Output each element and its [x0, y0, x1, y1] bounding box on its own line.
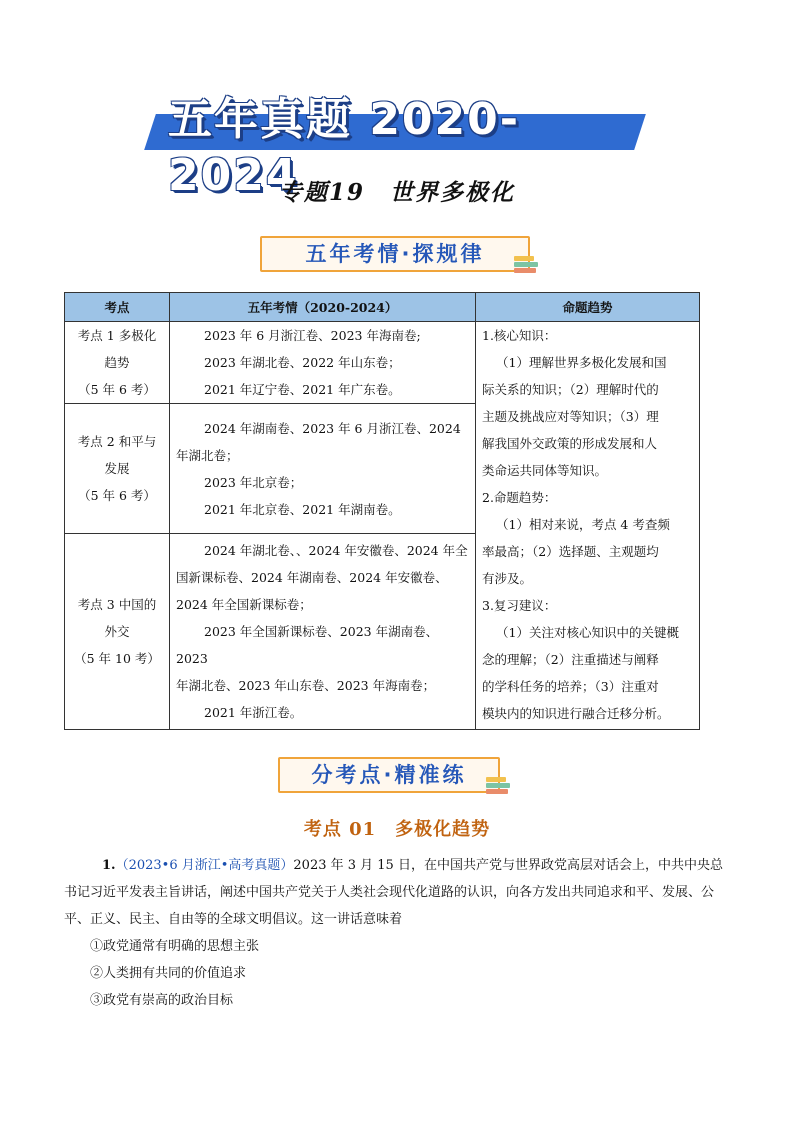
table-row [65, 322, 700, 404]
kp-cell: 考点 2 和平与 发展 （5 年 6 考） [65, 404, 170, 534]
kp-cell: 考点 3 中国的 外交 （5 年 10 考） [65, 534, 170, 730]
section-label-practice: 分考点·精准练 [278, 757, 500, 793]
header-trend: 命题趋势 [476, 293, 700, 322]
years-cell: 2024 年湖南卷、2023 年 6 月浙江卷、2024 年湖北卷； 2023 年北京卷； 2021 年北京卷、2021 年湖南卷。 [170, 404, 476, 534]
header-wunian: 五年考情（2020-2024） [170, 293, 476, 322]
banner-title: 五年真题 2020-2024 [168, 94, 521, 201]
section-label-trends: 五年考情·探规律 [260, 236, 530, 272]
years-cell: 2023 年 6 月浙江卷、2023 年海南卷; 2023 年湖北卷、2022 年山东卷； 2021 年辽宁卷、2021 年广东卷。 [170, 322, 476, 404]
option-3: ③政党有崇高的政治目标 [90, 993, 234, 1008]
books-icon [514, 256, 540, 276]
kp-cell: 考点 1 多极化 趋势 （5 年 6 考） [65, 322, 170, 404]
trend-cell: 1.核心知识： （1）理解世界多极化发展和国 际关系的知识；（2）理解时代的 主题及挑战应对等知识；（3）理 解我国外交政策的形成发展和人 类命运共同体等知识。 2.命题趋势： （1）相对来说，考点 4 考查频 率最高；（2）选择题、主观题均 有涉及。 3.复习建议： （1）关注对核心知识中的关键概 念的理解；（2）注重描述与阐释 的学科任务的培养；（3）注重对 模块内的知识进行融合迁移分析。 [476, 322, 700, 730]
question-number: 1. [102, 858, 116, 873]
option-2: ②人类拥有共同的价值追求 [90, 966, 247, 981]
books-icon [486, 777, 512, 797]
question-stem [64, 852, 734, 933]
years-cell: 2024 年湖北卷、、2024 年安徽卷、2024 年全 国新课标卷、2024 年湖南卷、2024 年安徽卷、 2024 年全国新课标卷； 2023 年全国新课标卷、2023 年湖南卷、2023 年湖北卷、2023 年山东卷、2023 年海南卷； 2021 年浙江卷。 [170, 534, 476, 730]
topic-title: 专题19 世界多极化 [278, 179, 515, 206]
kaodian-heading: 考点 01 多极化趋势 [303, 819, 491, 840]
header-kaodian: 考点 [65, 293, 170, 322]
exam-analysis-table [64, 292, 700, 730]
option-1: ①政党通常有明确的思想主张 [90, 939, 260, 954]
question-text: 2023 年 3 月 15 日，在中国共产党与世界政党高层对话会上，中共中央总书记习近平发表主旨讲话，阐述中国共产党关于人类社会现代化道路的认识，向各方发出共同追求和平、发展、公平、正义、民主、自由等的全球文明倡议。这一讲话意味着 [64, 858, 723, 927]
question-source: （2023•6 月浙江•高考真题） [115, 858, 294, 873]
table-header-row [65, 293, 700, 322]
question-1 [64, 852, 734, 1014]
